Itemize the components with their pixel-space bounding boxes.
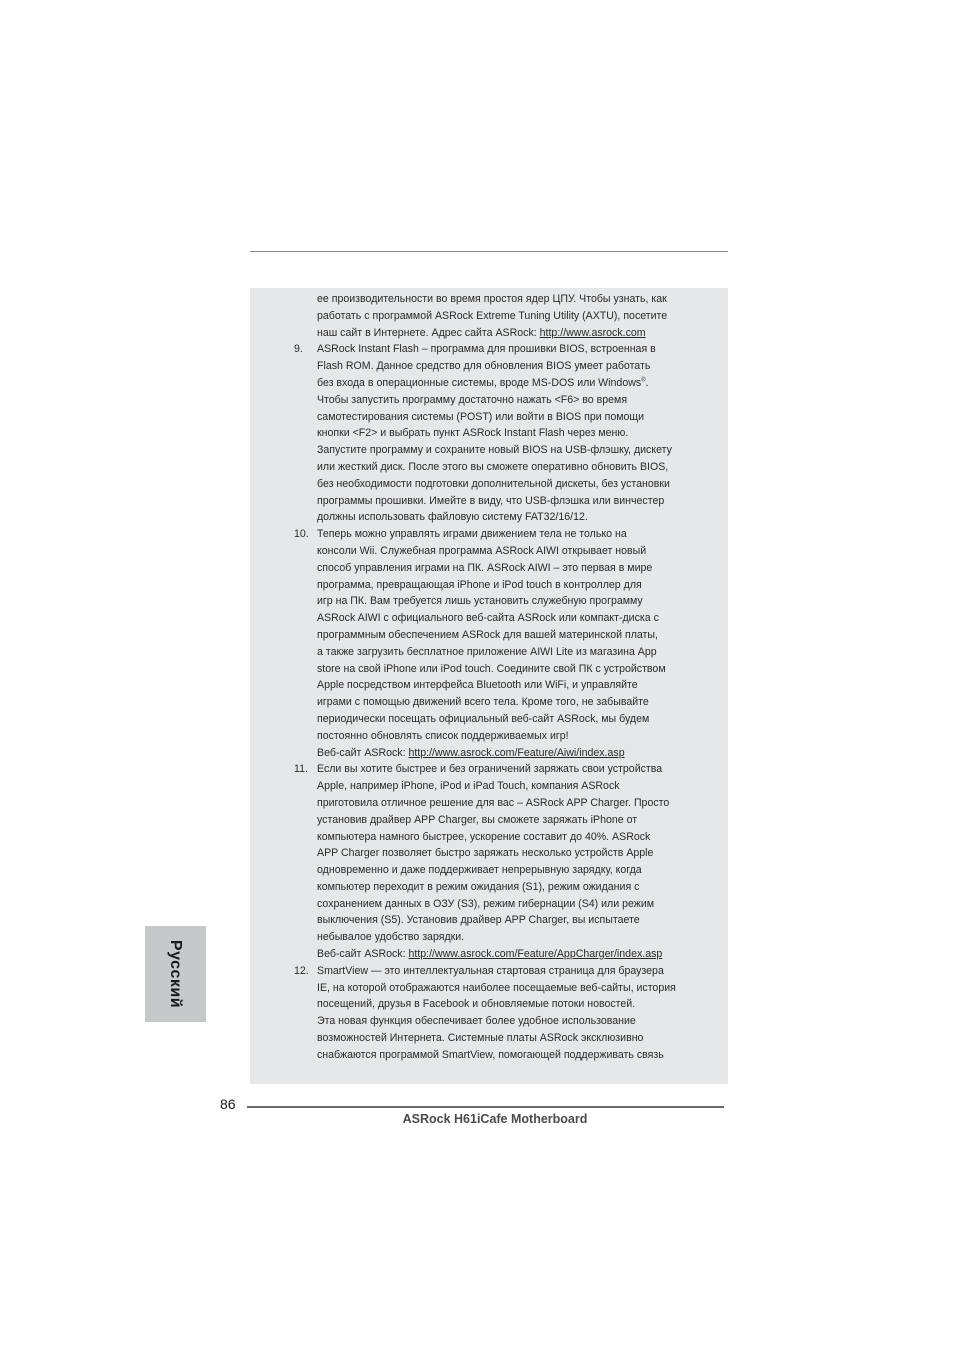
text-run: самотестирования системы (POST) или войти в BIOS при помощи [317, 410, 645, 423]
text-run: . [645, 376, 649, 389]
line-text [317, 409, 644, 426]
line-text [317, 509, 588, 526]
line-text [317, 829, 650, 846]
text-run: Эта новая функция обеспечивает более удобное использование [317, 1015, 636, 1028]
text-line [250, 829, 728, 846]
line-text [317, 425, 628, 442]
line-text [317, 577, 642, 594]
text-run: играми с помощью движений всего тела. Кроме того, не забывайте [317, 696, 649, 709]
text-run: выключения (S5). Установив драйвер APP Charger, вы испытаете [317, 914, 640, 927]
line-text [317, 996, 635, 1013]
text-run: компьютер переходит в режим ожидания (S1), режим ожидания с [317, 880, 640, 893]
line-text [317, 845, 653, 862]
text-line [250, 694, 728, 711]
line-text [317, 912, 640, 929]
text-line [250, 728, 728, 745]
text-run: возможностей Интернета. Системные платы ASRock эксклюзивно [317, 1032, 644, 1045]
list-item-number: 11. [294, 763, 308, 776]
text-line [250, 896, 728, 913]
text-run: игр на ПК. Вам требуется лишь установить служебную программу [317, 595, 643, 608]
text-run: Apple посредством интерфейса Bluetooth или WiFi, и управляйте [317, 679, 638, 692]
line-text [317, 661, 666, 678]
line-text [317, 963, 664, 980]
line-text [317, 627, 658, 644]
text-run: компьютера намного быстрее, ускорение составит до 40%. ASRock [317, 830, 651, 843]
text-line [250, 879, 728, 896]
line-text [317, 308, 667, 325]
line-text [317, 493, 664, 510]
list-item-number: 9. [294, 343, 303, 356]
line-text [317, 728, 569, 745]
text-run: приготовила отличное решение для вас – ASRock APP Charger. Просто [317, 796, 670, 809]
text-line [250, 392, 728, 409]
text-run: программа, превращающая iPhone и iPod touch в контроллер для [317, 578, 642, 591]
line-text [317, 745, 625, 762]
line-text [317, 980, 676, 997]
line-text [317, 543, 646, 560]
text-run: должны использовать файловую систему FAT32/16/12. [317, 511, 588, 524]
text-run: Flash ROM. Данное средство для обновления BIOS умеет работать [317, 360, 651, 373]
text-line [250, 929, 728, 946]
text-run: программным обеспечением ASRock для вашей материнской платы, [317, 628, 658, 641]
url-link[interactable]: http://www.asrock.com/Feature/AppCharger/index.asp [408, 948, 663, 961]
text-line [250, 325, 728, 342]
text-line [250, 644, 728, 661]
text-run: store на свой iPhone или iPod touch. Соедините свой ПК с устройством [317, 662, 666, 675]
text-run: APP Charger позволяет быстро заряжать несколько устройств Apple [317, 847, 654, 860]
text-run: ASRock Instant Flash – программа для прошивки BIOS, встроенная в [317, 343, 656, 356]
text-line [250, 493, 728, 510]
text-run: способ управления играми на ПК. ASRock AIWI – это первая в мире [317, 561, 653, 574]
text-line [250, 577, 728, 594]
text-run: Запустите программу и сохраните новый BIOS на USB-флэшку, дискету [317, 444, 672, 457]
text-line [250, 459, 728, 476]
text-line [250, 745, 728, 762]
text-line [250, 442, 728, 459]
text-run: программы прошивки. Имейте в виду, что USB-флэшка или винчестер [317, 494, 665, 507]
text-line [250, 1047, 728, 1064]
text-run: работать с программой ASRock Extreme Tuning Utility (AXTU), посетите [317, 309, 668, 322]
text-line [250, 812, 728, 829]
text-run: одновременно и даже поддерживает непрерывную зарядку, когда [317, 864, 642, 877]
text-line [250, 526, 728, 543]
text-run: посещений, друзья в Facebook и обновляемые потоки новостей. [317, 998, 636, 1011]
line-text [317, 677, 638, 694]
line-text [317, 795, 669, 812]
text-run: наш сайт в Интернете. Адрес сайта ASRock: [317, 326, 540, 339]
bottom-rule [247, 1106, 724, 1108]
text-run: Чтобы запустить программу достаточно нажать <F6> во время [317, 393, 628, 406]
text-run: SmartView — это интеллектуальная стартовая страница для браузера [317, 964, 664, 977]
line-text [317, 1047, 664, 1064]
url-link[interactable]: http://www.asrock.com/Feature/Aiwi/index.asp [408, 746, 625, 759]
text-line [250, 593, 728, 610]
text-run: Если вы хотите быстрее и без ограничений заряжать свои устройства [317, 763, 663, 776]
line-text [317, 593, 643, 610]
text-line [250, 778, 728, 795]
text-run: сохранением данных в ОЗУ (S3), режим гибернации (S4) или режим [317, 897, 655, 910]
line-text [317, 694, 649, 711]
text-run: Веб-сайт ASRock: [317, 948, 409, 961]
text-line [250, 761, 728, 778]
text-run: Теперь можно управлять играми движением тела не только на [317, 528, 627, 541]
text-line [250, 1030, 728, 1047]
registered-mark: ® [641, 377, 646, 384]
text-line [250, 711, 728, 728]
line-text [317, 325, 646, 342]
text-line [250, 341, 728, 358]
line-text [317, 929, 464, 946]
text-line [250, 963, 728, 980]
text-run: установив драйвер APP Charger, вы сможете заряжать iPhone от [317, 813, 638, 826]
text-line [250, 862, 728, 879]
text-run: Веб-сайт ASRock: [317, 746, 409, 759]
text-line [250, 1013, 728, 1030]
content-panel [250, 288, 728, 1084]
language-tab-label: Русский [167, 939, 184, 1009]
line-text [317, 946, 662, 963]
text-line [250, 627, 728, 644]
line-text [317, 341, 656, 358]
text-line [250, 661, 728, 678]
text-line [250, 543, 728, 560]
text-run: IE, на которой отображаются наиболее посещаемые веб-сайты, история [317, 981, 676, 994]
text-line [250, 610, 728, 627]
text-line [250, 291, 728, 308]
line-text [317, 879, 639, 896]
page-number: 86 [220, 1096, 236, 1112]
text-line [250, 677, 728, 694]
line-text [317, 644, 657, 661]
line-text [317, 459, 668, 476]
text-run: снабжаются программой SmartView, помогающей поддерживать связь [317, 1048, 664, 1061]
text-run: без необходимости подготовки дополнительной дискеты, без установки [317, 477, 670, 490]
text-run: ее производительности во время простоя ядер ЦПУ. Чтобы узнать, как [317, 293, 667, 305]
text-run: консоли Wii. Служебная программа ASRock AIWI открывает новый [317, 544, 647, 557]
text-run: небывалое удобство зарядки. [317, 931, 465, 944]
url-link[interactable]: http://www.asrock.com [539, 326, 646, 339]
line-text [317, 442, 672, 459]
text-run: без входа в операционные системы, вроде MS-DOS или Windows [317, 376, 642, 389]
text-run: а также загрузить бесплатное приложение AIWI Lite из магазина App [317, 645, 657, 658]
text-line [250, 375, 728, 392]
text-line [250, 425, 728, 442]
line-text [317, 358, 650, 375]
text-line [250, 358, 728, 375]
text-line [250, 795, 728, 812]
text-line [250, 996, 728, 1013]
line-text [317, 291, 667, 308]
text-run: постоянно обновлять список поддерживаемых игр! [317, 729, 569, 742]
line-text [317, 761, 662, 778]
list-item-number: 10. [294, 528, 309, 541]
text-line [250, 409, 728, 426]
line-text [317, 1030, 643, 1047]
line-text [317, 392, 627, 409]
text-run: кнопки <F2> и выбрать пункт ASRock Instant Flash через меню. [317, 427, 629, 440]
line-text [317, 896, 654, 913]
text-run: Apple, например iPhone, iPod и iPad Touch, компания ASRock [317, 780, 620, 793]
text-run: ASRock AIWI с официального веб-сайта ASRock или компакт-диска с [317, 612, 659, 625]
line-text [317, 862, 642, 879]
line-text [317, 610, 659, 627]
line-text [317, 812, 637, 829]
text-line [250, 560, 728, 577]
text-body [250, 291, 728, 1064]
text-line [250, 946, 728, 963]
line-text [317, 526, 627, 543]
text-line [250, 476, 728, 493]
list-item-number: 12. [294, 964, 309, 977]
text-line [250, 845, 728, 862]
footer-title: ASRock H61iCafe Motherboard [402, 1112, 588, 1126]
text-run: периодически посещать официальный веб-сайт ASRock, мы будем [317, 712, 650, 725]
text-line [250, 980, 728, 997]
line-text [317, 711, 649, 728]
language-tab [145, 926, 206, 1022]
line-text [317, 375, 649, 392]
line-text [317, 560, 652, 577]
text-line [250, 308, 728, 325]
text-line [250, 509, 728, 526]
line-text [317, 778, 620, 795]
top-rule [250, 251, 728, 252]
line-text [317, 1013, 636, 1030]
text-line [250, 912, 728, 929]
text-run: или жесткий диск. После этого вы сможете оперативно обновить BIOS, [317, 460, 669, 473]
line-text [317, 476, 670, 493]
